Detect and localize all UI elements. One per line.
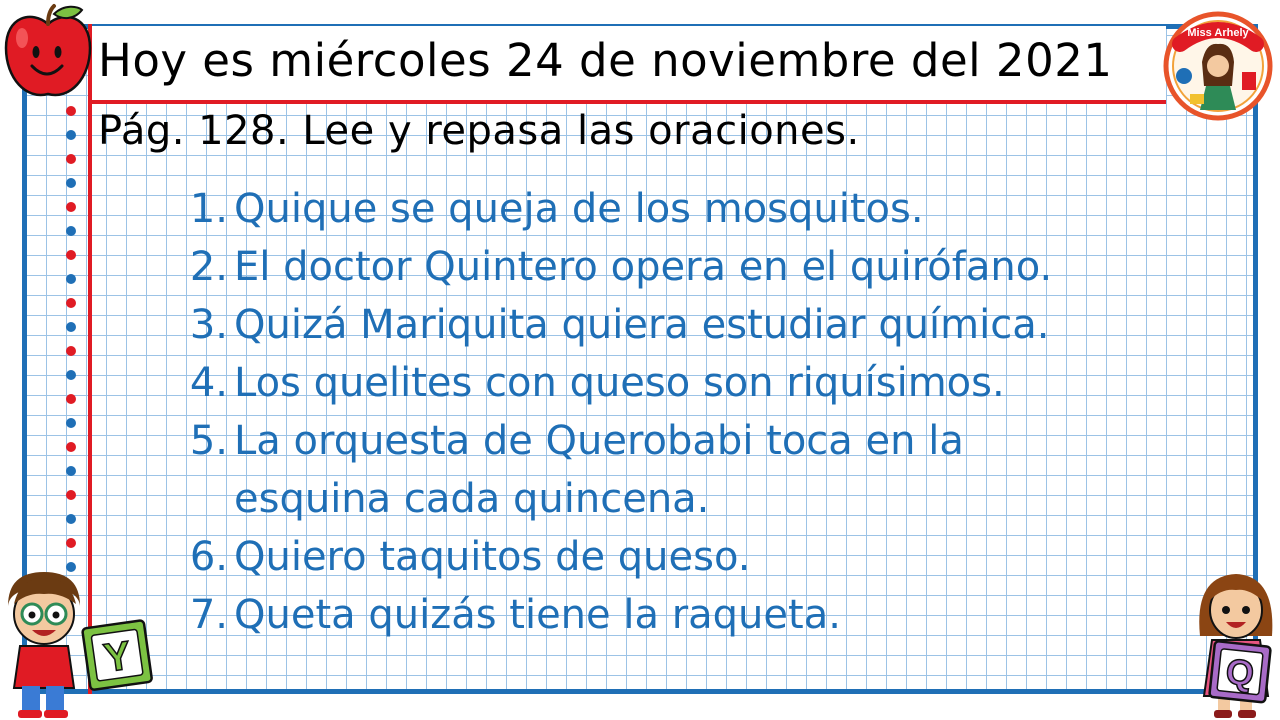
boy-character-icon — [0, 566, 162, 720]
header-band — [92, 26, 1166, 104]
sentence-text: Los quelites con queso son riquísimos. — [234, 360, 1005, 406]
binder-dot — [66, 178, 76, 188]
sentence-number: 3. — [189, 302, 228, 348]
sentence-text: La orquesta de Querobabi toca en la — [234, 418, 964, 464]
binder-dot — [66, 514, 76, 524]
sentence-item — [176, 186, 924, 232]
sentence-continuation: esquina cada quincena. — [234, 476, 710, 522]
sentence-number: 6. — [189, 534, 228, 580]
sentence-item — [176, 360, 1005, 406]
binder-dot — [66, 154, 76, 164]
binder-dot — [66, 202, 76, 212]
binder-dot — [66, 466, 76, 476]
binder-dot — [66, 322, 76, 332]
binder-dot — [66, 370, 76, 380]
binder-dot — [66, 346, 76, 356]
binder-dot — [66, 298, 76, 308]
teacher-logo-icon — [1162, 10, 1274, 122]
binder-dot — [66, 394, 76, 404]
sentence-number: 2. — [189, 244, 228, 290]
binder-dot — [66, 106, 76, 116]
sentence-item — [176, 418, 964, 464]
sentence-number: 5. — [189, 418, 228, 464]
sentence-item — [176, 244, 1052, 290]
sentence-item — [176, 302, 1049, 348]
sentence-item — [176, 592, 841, 638]
binder-dot — [66, 226, 76, 236]
sentence-text: Quizá Mariquita quiera estudiar química. — [234, 302, 1050, 348]
binder-dot — [66, 130, 76, 140]
block-letter-y: Y — [101, 633, 134, 681]
sentence-text: Queta quizás tiene la raqueta. — [234, 592, 841, 638]
binder-dot — [66, 538, 76, 548]
binder-dot — [66, 274, 76, 284]
binder-dot — [66, 442, 76, 452]
binder-dot — [66, 490, 76, 500]
block-letter-q: Q — [1223, 650, 1257, 695]
sentence-number: 4. — [189, 360, 228, 406]
logo-text: Miss Arhely — [1187, 27, 1249, 39]
sentence-number: 1. — [189, 186, 228, 232]
girl-character-icon — [1190, 566, 1280, 720]
instruction-line: Pág. 128. Lee y repasa las oraciones. — [98, 108, 860, 154]
binder-dot — [66, 250, 76, 260]
apple-icon — [2, 2, 94, 102]
binder-dot — [66, 418, 76, 428]
sentence-text: Quiero taquitos de queso. — [234, 534, 751, 580]
sentence-item — [176, 534, 750, 580]
sentence-text: Quique se queja de los mosquitos. — [234, 186, 924, 232]
sentence-number: 7. — [189, 592, 228, 638]
sentence-text: El doctor Quintero opera en el quirófano. — [234, 244, 1053, 290]
date-line: Hoy es miércoles 24 de noviembre del 2021 — [98, 34, 1113, 87]
